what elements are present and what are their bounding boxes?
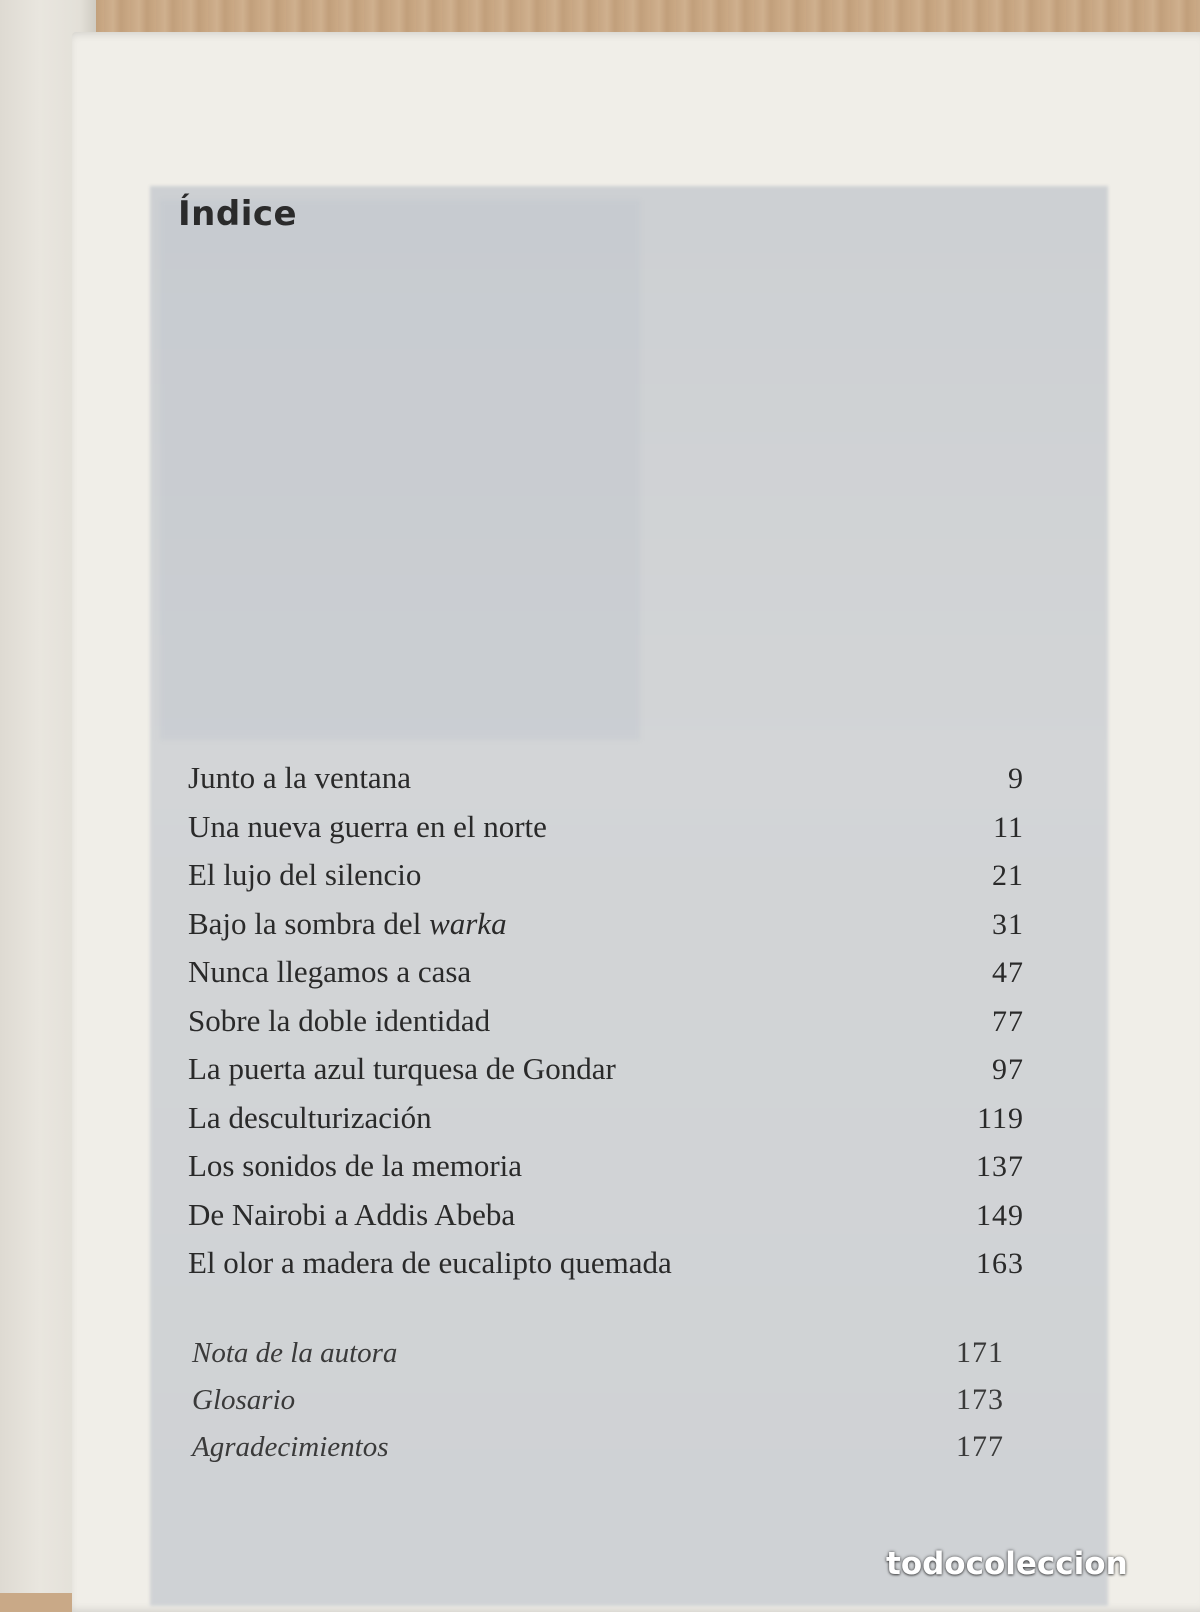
toc-entry-page: 9 (1008, 762, 1024, 795)
toc-entry (188, 1148, 1024, 1197)
toc-entry-title: El lujo del silencio (188, 857, 422, 892)
toc-entry-title (188, 906, 507, 942)
toc-entry-title: Junto a la ventana (188, 760, 411, 795)
toc-entry-title: Los sonidos de la memoria (188, 1148, 523, 1183)
toc-entry (188, 906, 1024, 955)
toc-entry-title-italic: warka (429, 905, 507, 941)
toc-entry-page: 149 (976, 1198, 1024, 1232)
toc-entry-title: La puerta azul turquesa de Gondar (188, 1051, 616, 1086)
toc-entry-title: El olor a madera de eucalipto quemada (188, 1245, 672, 1280)
toc-entry-title: Nota de la autora (192, 1337, 398, 1369)
toc-entry-page: 137 (976, 1150, 1024, 1183)
toc-entry-page: 177 (956, 1430, 1004, 1463)
toc-entry-page: 97 (992, 1053, 1024, 1086)
toc-entry (188, 1003, 1024, 1052)
toc-entry-page: 47 (992, 956, 1024, 989)
toc-entry-title: Sobre la doble identidad (188, 1002, 491, 1038)
toc-entry (188, 760, 1024, 809)
toc-entry-title: Glosario (192, 1384, 296, 1416)
toc-entry-page: 171 (956, 1336, 1004, 1369)
toc-back-entry (192, 1336, 1004, 1383)
toc-entry-title-text: Bajo la sombra del (188, 905, 430, 941)
toc-back-entry (192, 1430, 1004, 1477)
toc-main-list (188, 760, 1024, 1294)
toc-entry-page: 77 (992, 1004, 1024, 1038)
toc-entry (188, 1197, 1024, 1246)
toc-entry-title: Agradecimientos (192, 1431, 389, 1463)
toc-entry-page: 173 (956, 1383, 1004, 1416)
toc-entry-title: De Nairobi a Addis Abeba (188, 1196, 516, 1232)
toc-entry (188, 857, 1024, 906)
toc-entry-title: Una nueva guerra en el norte (188, 808, 547, 844)
toc-entry (188, 1245, 1024, 1294)
toc-entry (188, 809, 1024, 858)
toc-entry-page: 119 (977, 1101, 1024, 1135)
toc-heading: Índice (178, 194, 298, 234)
toc-entry (188, 1051, 1024, 1100)
toc-entry-page: 163 (976, 1247, 1024, 1280)
toc-entry-page: 31 (992, 907, 1024, 941)
toc-entry-page: 21 (992, 859, 1024, 892)
toc-entry (188, 1100, 1024, 1149)
toc-entry (188, 954, 1024, 1003)
toc-back-matter-list (192, 1336, 1004, 1477)
toc-entry-title: La desculturización (188, 1099, 432, 1135)
watermark-logo: todocoleccion (886, 1546, 1128, 1582)
toc-entry-title: Nunca llegamos a casa (188, 954, 472, 989)
toc-back-entry (192, 1383, 1004, 1430)
printed-gray-shade (160, 200, 640, 740)
toc-entry-page: 11 (993, 810, 1024, 844)
